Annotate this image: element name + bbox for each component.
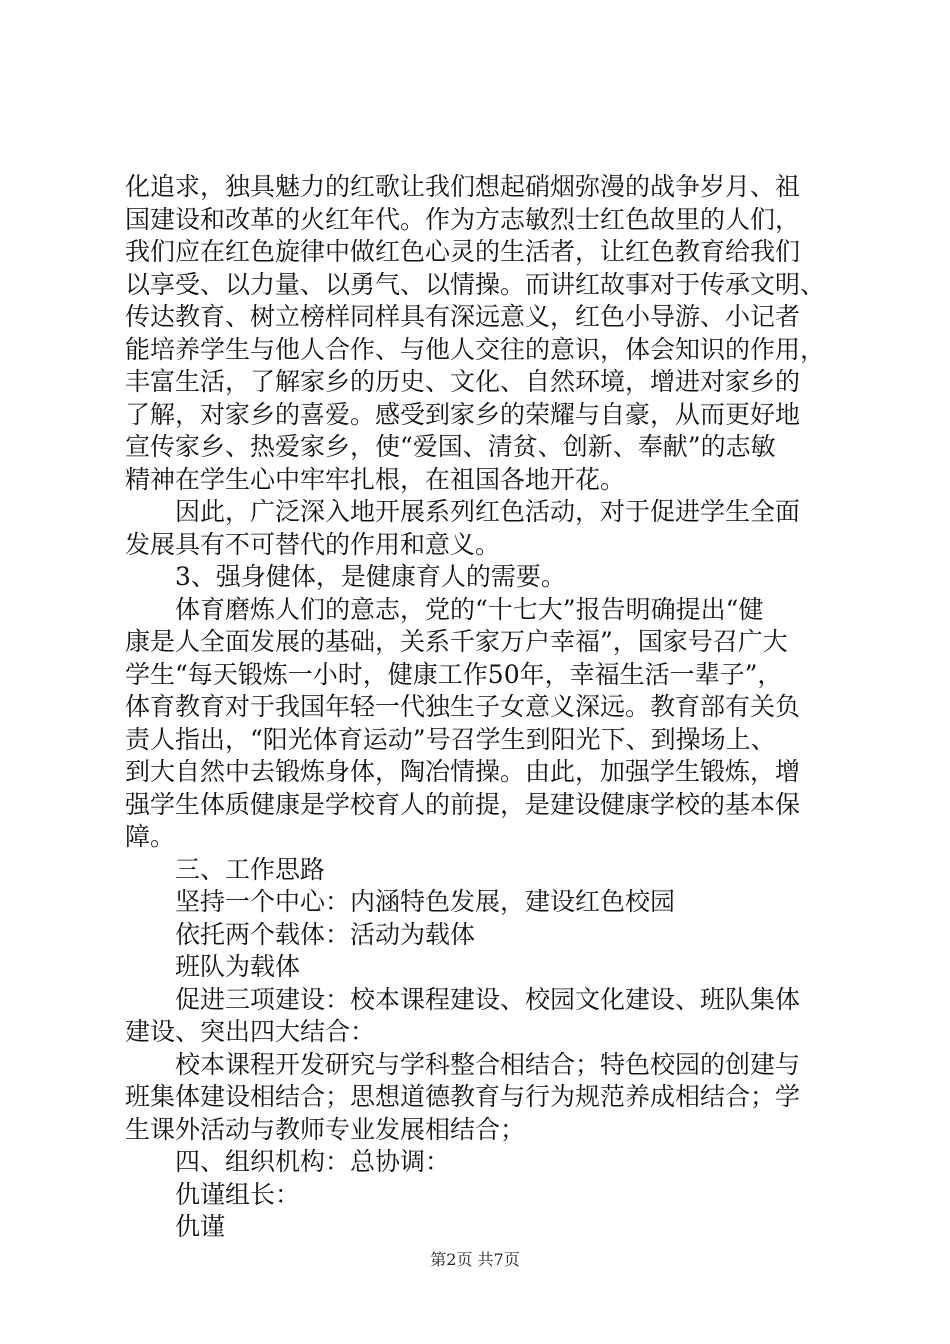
text-line: 到大自然中去锻炼身体，陶冶情操。由此，加强学生锻炼，增 xyxy=(125,757,801,786)
text-line: 强学生体质健康是学校育人的前提，是建设健康学校的基本保 xyxy=(125,789,801,819)
document-body xyxy=(125,171,835,1244)
text-line: 康是人全面发展的基础，关系千家万户幸福”，国家号召广大 xyxy=(125,627,788,656)
text-line: 障。 xyxy=(125,822,176,851)
section-heading: 三、工作思路 xyxy=(175,854,326,884)
text-line: 学生“每天锻炼一小时，健康工作50年，幸福生活一辈子”， xyxy=(125,659,783,689)
page-number-footer: 第2页 共7页 xyxy=(430,1250,520,1269)
text-line: 体育教育对于我国年轻一代独生子女意义深远。教育部有关负 xyxy=(125,692,801,721)
paragraph-start-line: 班队为载体 xyxy=(175,952,301,981)
text-line: 以享受、以力量、以勇气、以情操。而讲红故事对于传承文明、 xyxy=(125,269,826,299)
text-line: 责人指出，“阳光体育运动”号召学生到阳光下、到操场上、 xyxy=(125,724,776,754)
paragraph-start-line: 仇谨 xyxy=(175,1212,226,1241)
text-line: 生课外活动与教师专业发展相结合； xyxy=(125,1114,526,1144)
section-heading: 四、组织机构：总协调： xyxy=(175,1147,451,1176)
text-line: 我们应在红色旋律中做红色心灵的生活者，让红色教育给我们 xyxy=(125,237,801,266)
paragraph-start-line: 坚持一个中心：内涵特色发展，建设红色校园 xyxy=(175,887,676,916)
text-line: 国建设和改革的火红年代。作为方志敏烈士红色故里的人们， xyxy=(125,204,801,234)
text-line: 了解，对家乡的喜爱。感受到家乡的荣耀与自豪，从而更好地 xyxy=(125,399,801,429)
paragraph-start-line: 依托两个载体：活动为载体 xyxy=(175,919,476,949)
text-line: 传达教育、树立榜样同样具有深远意义，红色小导游、小记者 xyxy=(125,302,801,331)
text-line: 建设、突出四大结合： xyxy=(125,1017,376,1046)
paragraph-start-line: 促进三项建设：校本课程建设、校园文化建设、班队集体 xyxy=(175,984,801,1014)
text-line: 化追求，独具魅力的红歌让我们想起硝烟弥漫的战争岁月、祖 xyxy=(125,172,801,201)
text-line: 班集体建设相结合；思想道德教育与行为规范养成相结合；学 xyxy=(125,1082,801,1111)
text-line: 丰富生活，了解家乡的历史、文化、自然环境，增进对家乡的 xyxy=(125,367,801,396)
section-heading: 3、强身健体，是健康育人的需要。 xyxy=(175,562,566,591)
text-line: 精神在学生心中牢牢扎根，在祖国各地开花。 xyxy=(125,464,626,494)
paragraph-start-line: 校本课程开发研究与学科整合相结合；特色校园的创建与 xyxy=(175,1049,801,1079)
text-line: 发展具有不可替代的作用和意义。 xyxy=(125,529,501,559)
paragraph-start-line: 体育磨炼人们的意志，党的“十七大”报告明确提出“健 xyxy=(175,594,764,624)
paragraph-start-line: 仇谨组长： xyxy=(175,1179,301,1209)
paragraph-start-line: 因此，广泛深入地开展系列红色活动，对于促进学生全面 xyxy=(175,497,801,526)
text-line: 能培养学生与他人合作、与他人交往的意识，体会知识的作用， xyxy=(125,334,826,364)
text-line: 宣传家乡、热爱家乡，使“爱国、清贫、创新、奉献”的志敏 xyxy=(125,432,776,461)
